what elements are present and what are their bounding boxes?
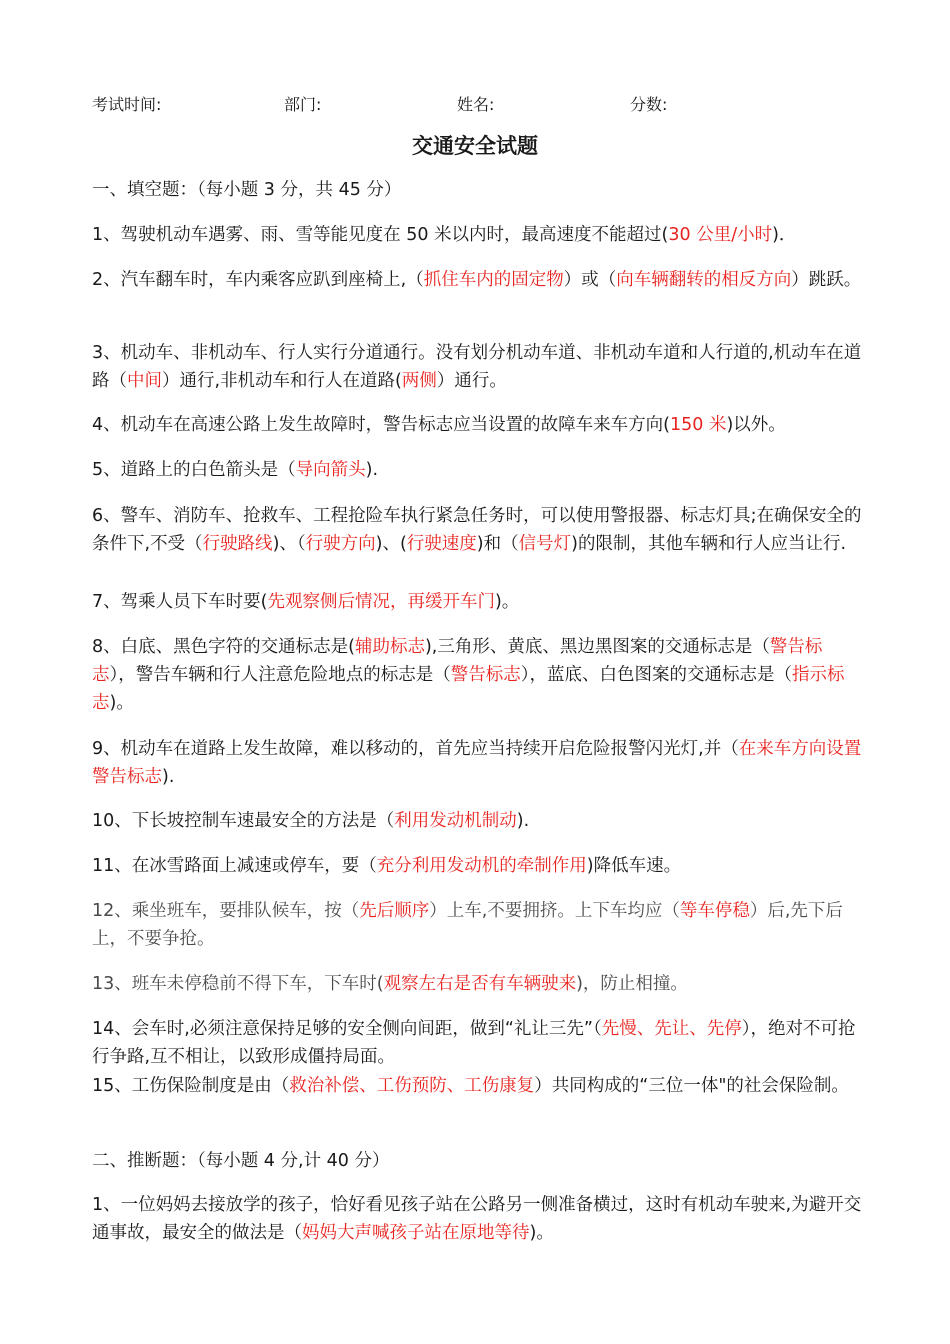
score-label: 分数:	[630, 95, 668, 114]
name-label: 姓名:	[457, 95, 495, 114]
exam-header	[92, 92, 892, 116]
section2-heading: 二、推断题：（每小题 4 分,计 40 分）	[92, 1151, 390, 1171]
question-12: 12、乘坐班车，要排队候车，按（先后顺序）上车,不要拥挤。上下车均应（等车停稳）后,先下后上，不要争抢。	[92, 901, 843, 949]
question-10: 10、下长坡控制车速最安全的方法是（利用发动机制动).	[92, 811, 530, 831]
question-8: 8、白底、黑色字符的交通标志是(辅助标志),三角形、黄底、黑边黑图案的交通标志是（警告标志），警告车辆和行人注意危险地点的标志是（警告标志），蓝底、白色图案的交通标志是（指示标志)。	[92, 637, 845, 713]
question-9: 9、机动车在道路上发生故障，难以移动的，首先应当持续开启危险报警闪光灯,并（在来车方向设置警告标志).	[92, 739, 862, 787]
section1-heading: 一、填空题：（每小题 3 分，共 45 分）	[92, 180, 402, 200]
question-1: 1、驾驶机动车遇雾、雨、雪等能见度在 50 米以内时，最高速度不能超过(30 公里/小时)．	[92, 225, 797, 245]
question-14: 14、会车时,必须注意保持足够的安全侧向间距，做到“礼让三先”（先慢、先让、先停），绝对不可抢行争路,互不相让，以致形成僵持局面。	[92, 1019, 856, 1067]
question-2: 2、汽车翻车时，车内乘客应趴到座椅上,（抓住车内的固定物）或（向车辆翻转的相反方向）跳跃。	[92, 270, 862, 290]
question-5: 5、道路上的白色箭头是（导向箭头).	[92, 460, 379, 480]
exam-time-label: 考试时间:	[92, 95, 162, 114]
question-11: 11、在冰雪路面上减速或停车，要（充分利用发动机的牵制作用)降低车速。	[92, 856, 682, 876]
question-3: 3、机动车、非机动车、行人实行分道通行。没有划分机动车道、非机动车道和人行道的,机动车在道路（中间）通行,非机动车和行人在道路(两侧）通行。	[92, 343, 862, 391]
question-6: 6、警车、消防车、抢救车、工程抢险车执行紧急任务时，可以使用警报器、标志灯具;在确保安全的条件下,不受（行驶路线)、（行驶方向)、(行驶速度)和（信号灯)的限制，其他车辆和行人应当让行.	[92, 506, 862, 554]
question-13: 13、班车未停稳前不得下车，下车时(观察左右是否有车辆驶来)，防止相撞。	[92, 974, 688, 994]
department-label: 部门:	[284, 95, 322, 114]
question-4: 4、机动车在高速公路上发生故障时，警告标志应当设置的故障车来车方向(150 米)以外。	[92, 415, 786, 435]
question-15: 15、工伤保险制度是由（救治补偿、工伤预防、工伤康复）共同构成的“三位一体"的社会保险制。	[92, 1076, 849, 1096]
judgement-question-1: 1、一位妈妈去接放学的孩子，恰好看见孩子站在公路另一侧准备横过，这时有机动车驶来,为避开交通事故，最安全的做法是（妈妈大声喊孩子站在原地等待)。	[92, 1195, 862, 1243]
question-7: 7、驾乘人员下车时要(先观察侧后情况，再缓开车门)。	[92, 592, 520, 612]
page-title: 交通安全试题	[412, 134, 538, 158]
